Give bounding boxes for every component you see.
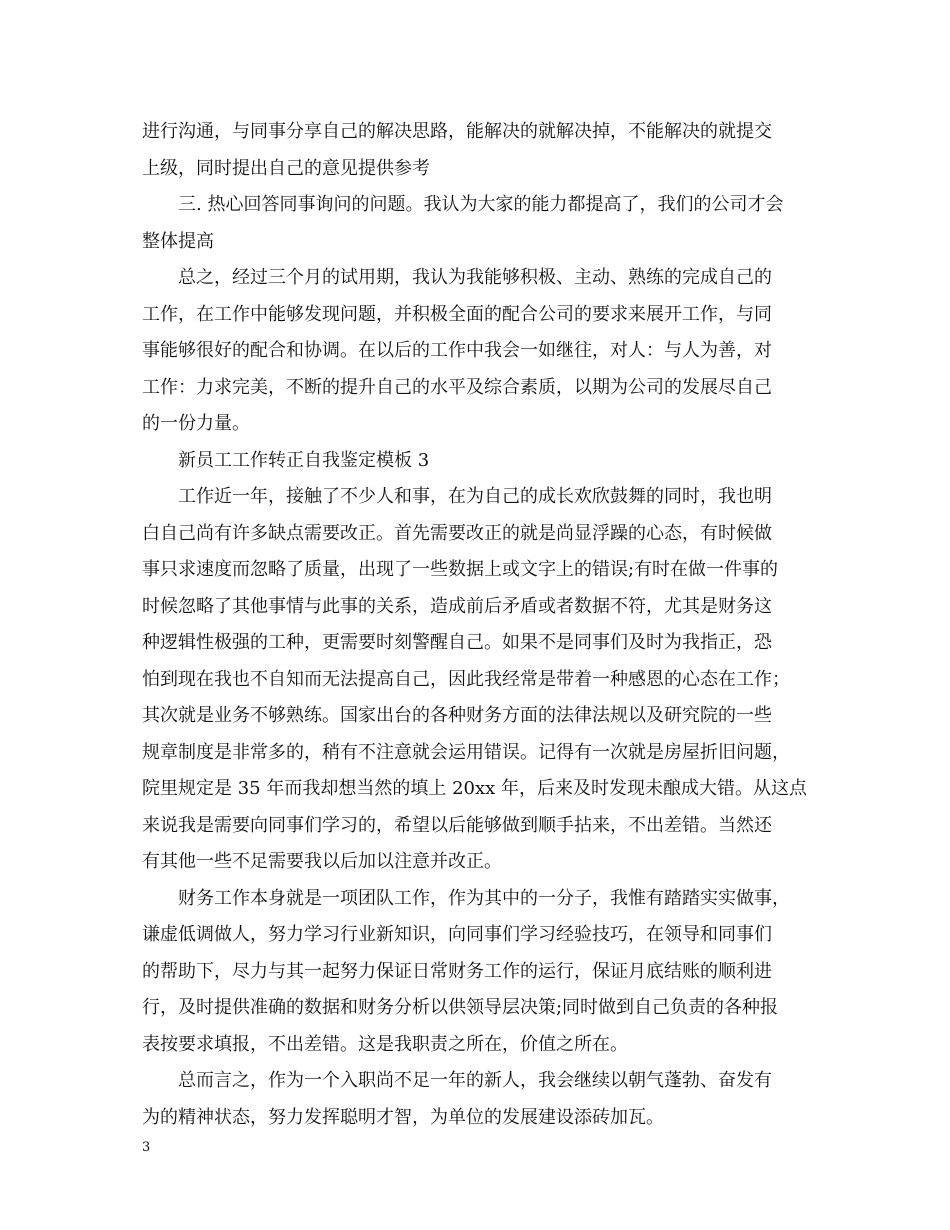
text-line: 总而言之，作为一个入职尚不足一年的新人，我会继续以朝气蓬勃、奋发有 [178, 1070, 772, 1091]
text-line: 工作：力求完美，不断的提升自己的水平及综合素质，以期为公司的发展尽自己 [142, 376, 772, 398]
text-line: 白自己尚有许多缺点需要改正。首先需要改正的就是尚显浮躁的心态，有时候做 [142, 522, 772, 544]
section-heading: 新员工工作转正自我鉴定模板 3 [178, 449, 430, 471]
page-number: 3 [142, 1140, 151, 1155]
text-line: 整体提高 [142, 230, 214, 252]
text-line: 其次就是业务不够熟练。国家出台的各种财务方面的法律法规以及研究院的一些 [142, 705, 772, 726]
text-line: 财务工作本身就是一项团队工作，作为其中的一分子，我惟有踏踏实实做事， [178, 887, 790, 909]
text-line: 种逻辑性极强的工种，更需要时刻警醒自己。如果不是同事们及时为我指正，恐 [142, 632, 772, 653]
text-line: 有其他一些不足需要我以后加以注意并改正。 [142, 851, 502, 872]
text-line: 怕到现在我也不自知而无法提高自己，因此我经常是带着一种感恩的心态在工作； [142, 668, 790, 690]
text-line: 规章制度是非常多的，稍有不注意就会运用错误。记得有一次就是房屋折旧问题， [142, 741, 790, 763]
text-line: 工作近一年，接触了不少人和事，在为自己的成长欢欣鼓舞的同时，我也明 [178, 486, 772, 507]
text-line: 进行沟通，与同事分享自己的解决思路，能解决的就解决掉，不能解决的就提交 [142, 121, 772, 142]
text-line: 事能够很好的配合和协调。在以后的工作中我会一如继往，对人：与人为善，对 [142, 340, 772, 361]
text-line: 的一份力量。 [142, 413, 250, 434]
text-line: 工作，在工作中能够发现问题，并积极全面的配合公司的要求来展开工作，与同 [142, 303, 772, 325]
text-line: 三. 热心回答同事询问的问题。我认为大家的能力都提高了，我们的公司才会 [178, 194, 784, 215]
text-line: 总之，经过三个月的试用期，我认为我能够积极、主动、熟练的完成自己的 [178, 267, 772, 288]
text-line: 事只求速度而忽略了质量，出现了一些数据上或文字上的错误;有时在做一件事的 [142, 559, 779, 580]
text-line: 为的精神状态，努力发挥聪明才智，为单位的发展建设添砖加瓦。 [142, 1106, 664, 1128]
text-line: 院里规定是 35 年而我却想当然的填上 20xx 年，后来及时发现未酿成大错。从这点 [142, 778, 807, 799]
text-line: 时候忽略了其他事情与此事的关系，造成前后矛盾或者数据不符，尤其是财务这 [142, 595, 772, 617]
text-line: 的帮助下，尽力与其一起努力保证日常财务工作的运行，保证月底结账的顺利进 [142, 960, 772, 982]
body-text [142, 114, 810, 1136]
text-line: 表按要求填报，不出差错。这是我职责之所在，价值之所在。 [142, 1033, 628, 1055]
text-line: 来说我是需要向同事们学习的，希望以后能够做到顺手拈来，不出差错。当然还 [142, 814, 772, 836]
text-line: 谦虚低调做人，努力学习行业新知识，向同事们学习经验技巧，在领导和同事们 [142, 924, 772, 945]
text-line: 行，及时提供准确的数据和财务分析以供领导层决策;同时做到自己负责的各种报 [142, 997, 779, 1018]
text-line: 上级，同时提出自己的意见提供参考 [142, 157, 430, 179]
